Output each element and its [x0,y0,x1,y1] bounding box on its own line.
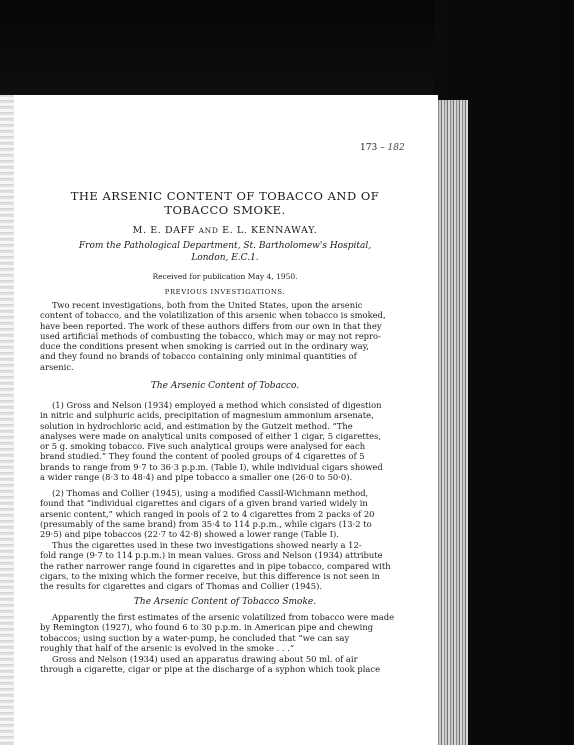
text-line: fold range (9·7 to 114 p.p.m.) in mean values. Gross and Nelson (1934) attribute [40,550,383,561]
page-left-edge [0,95,14,745]
text-line: a wider range (8·3 to 48·4) and pipe tobacco a smaller one (26·0 to 50·0). [40,472,353,483]
text-line: by Remington (1927), who found 6 to 30 p.p.m. in American pipe and chewing [40,622,374,633]
paragraph-gross-nelson [40,400,432,482]
paragraph-intro [40,300,432,372]
paragraph-comparison [40,540,432,591]
text-line: the rather narrower range found in cigarettes and in pipe tobacco, compared with [40,560,391,571]
page-number-value: 173 [360,143,378,153]
received-date: Received for publication May 4, 1950. [152,272,298,281]
text-line: and they found no brands of tobacco containing only minimal quantities of [40,351,357,362]
text-line: cigars, to the mixing which the former receive, but this difference is not seen in [40,570,380,581]
text-line: the results for cigarettes and cigars of Thomas and Collier (1945). [40,581,323,592]
text-line: (2) Thomas and Collier (1945), using a modified Cassil-Wichmann method, [52,488,369,498]
title-line: TOBACCO SMOKE. [164,203,286,217]
text-line: tobaccos; using suction by a water-pump, he concluded that “we can say [40,632,350,643]
text-line: brand studied.” They found the content of pooled groups of 4 cigarettes of 5 [40,451,365,462]
text-line: have been reported. The work of these authors differs from our own in that they [40,320,382,331]
text-line: Gross and Nelson (1934) used an apparatus drawing about 50 ml. of air [52,654,358,664]
paragraph-remington [40,612,432,653]
paragraph-thomas-collier [40,488,432,539]
article-title [60,189,390,217]
text-line: (presumably of the same brand) from 35·4 to 114 p.p.m., while cigars (13·2 to [40,518,372,529]
handwritten-page-note: – 182 [380,143,405,153]
affiliation-line: From the Pathological Department, St. Bartholomew's Hospital, [78,241,372,251]
text-line: arsenic. [40,361,74,372]
subheading-arsenic-content: The Arsenic Content of Tobacco. [150,381,300,391]
page-edge-stack [438,100,468,745]
text-line: arsenic content,” which ranged in pools of 2 to 4 cigarettes from 2 packs of 20 [40,508,375,519]
text-line: used artificial methods of combusting the tobacco, which may or may not repro- [40,330,381,341]
text-line: or 5 g. smoking tobacco. Five such analytical groups were analysed for each [40,441,366,452]
text-line: analyses were made on analytical units composed of either 1 cigar, 5 cigarettes, [40,430,382,441]
section-heading: PREVIOUS INVESTIGATIONS. [164,288,286,296]
text-line: brands to range from 9·7 to 36·3 p.p.m. (Table I), while individual cigars showed [40,461,383,472]
affiliation-line: London, E.C.1. [191,253,259,263]
text-line: duce the conditions present when smoking is carried out in the ordinary way, [40,341,369,352]
author-2: E. L. KENNAWAY. [222,225,318,236]
text-line: 29·5) and pipe tobaccos (22·7 to 42·8) showed a lower range (Table I). [40,529,339,540]
text-line: Two recent investigations, both from the United States, upon the arsenic [52,300,363,310]
text-line: roughly that half of the arsenic is evolved in the smoke . . .” [40,642,295,653]
text-line: (1) Gross and Nelson (1934) employed a method which consisted of digestion [52,400,382,410]
paragraph-gross-nelson-apparatus [40,654,432,675]
authors [60,225,390,236]
page-number [360,143,405,153]
text-line: through a cigarette, cigar or pipe at the discharge of a syphon which took place [40,664,381,675]
authors-and: AND [198,226,219,235]
text-line: solution in hydrochloric acid, and estimation by the Gutzeit method. “The [40,420,353,431]
author-1: M. E. DAFF [132,225,196,236]
text-line: found that “individual cigarettes and cigars of a given brand varied widely in [40,498,368,509]
title-line: THE ARSENIC CONTENT OF TOBACCO AND OF [70,189,380,203]
text-line: Thus the cigarettes used in these two investigations showed nearly a 12- [52,540,362,550]
text-line: in nitric and sulphuric acids, precipitation of magnesium ammonium arsenate, [40,410,374,421]
text-line: content of tobacco, and the volatilization of this arsenic when tobacco is smoked, [40,310,386,321]
text-line: Apparently the first estimates of the arsenic volatilized from tobacco were made [52,612,395,622]
affiliation [60,240,390,264]
subheading-arsenic-smoke: The Arsenic Content of Tobacco Smoke. [133,597,317,607]
